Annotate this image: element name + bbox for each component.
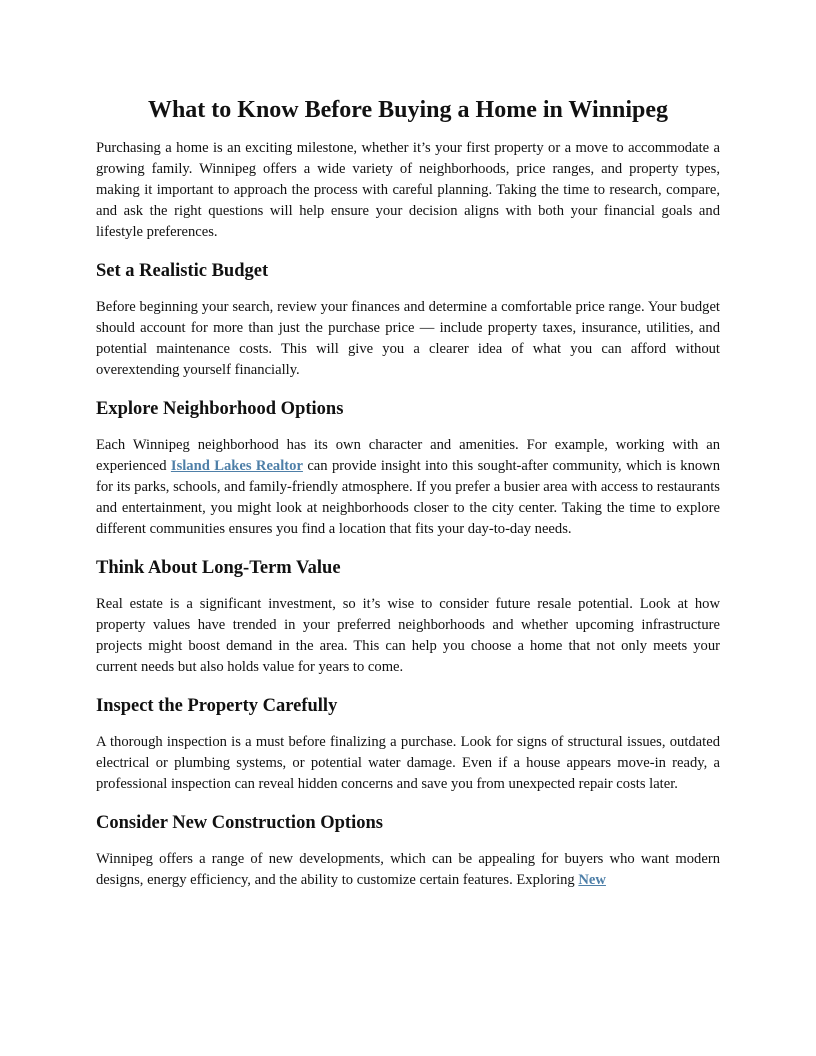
- section-heading-new-construction: Consider New Construction Options: [96, 813, 383, 833]
- page-title: What to Know Before Buying a Home in Winnipeg: [147, 97, 669, 123]
- document-content: [96, 95, 720, 907]
- island-lakes-realtor-link[interactable]: Island Lakes Realtor: [170, 458, 303, 474]
- new-construction-text-before-link: Winnipeg offers a range of new developments, which can be appealing for buyers who want modern designs, energy efficiency, and the ability to customize certain features. Exploring: [96, 851, 720, 888]
- section-body-neighborhood: [96, 435, 720, 540]
- section-body-budget: Before beginning your search, review your finances and determine a comfortable price range. Your budget should account for more than just the purchase price — include property taxes, insurance, utilities, and potential maintenance costs. This will give you a clearer idea of what you can afford without overextending yourself financially.: [96, 299, 720, 378]
- neighborhood-text-before-link: Each Winnipeg neighborhood has its own character and amenities. For example, working with an experienced: [96, 437, 720, 474]
- neighborhood-text-after-link: can provide insight into this sought-after community, which is known for its parks, schools, and family-friendly atmosphere. If you prefer a busier area with access to restaurants and entertainment, you might look at neighborhoods closer to the city center. Taking the time to explore different communities ensures you find a location that fits your day-to-day needs.: [96, 458, 721, 537]
- section-heading-long-term-value: Think About Long-Term Value: [96, 558, 341, 578]
- new-construction-link[interactable]: New: [578, 872, 606, 888]
- section-body-inspection: A thorough inspection is a must before finalizing a purchase. Look for signs of structural issues, outdated electrical or plumbing systems, or potential water damage. Even if a house appears move-in ready, a professional inspection can reveal hidden concerns and save you from unexpected repair costs later.: [96, 734, 720, 792]
- section-body-long-term-value: Real estate is a significant investment, so it’s wise to consider future resale potential. Look at how property values have trended in your preferred neighborhoods and whether upcoming infrastructure projects might boost demand in the area. This can help you choose a home that not only meets your current needs but also holds value for years to come.: [96, 596, 720, 675]
- section-body-new-construction: [96, 849, 720, 891]
- section-heading-inspection: Inspect the Property Carefully: [96, 696, 338, 716]
- section-heading-neighborhood: Explore Neighborhood Options: [96, 399, 344, 419]
- intro-paragraph: Purchasing a home is an exciting milestone, whether it’s your first property or a move to accommodate a growing family. Winnipeg offers a wide variety of neighborhoods, price ranges, and property types, making it important to approach the process with careful planning. Taking the time to research, compare, and ask the right questions will help ensure your decision aligns with both your financial goals and lifestyle preferences.: [96, 140, 720, 240]
- section-heading-budget: Set a Realistic Budget: [96, 261, 269, 281]
